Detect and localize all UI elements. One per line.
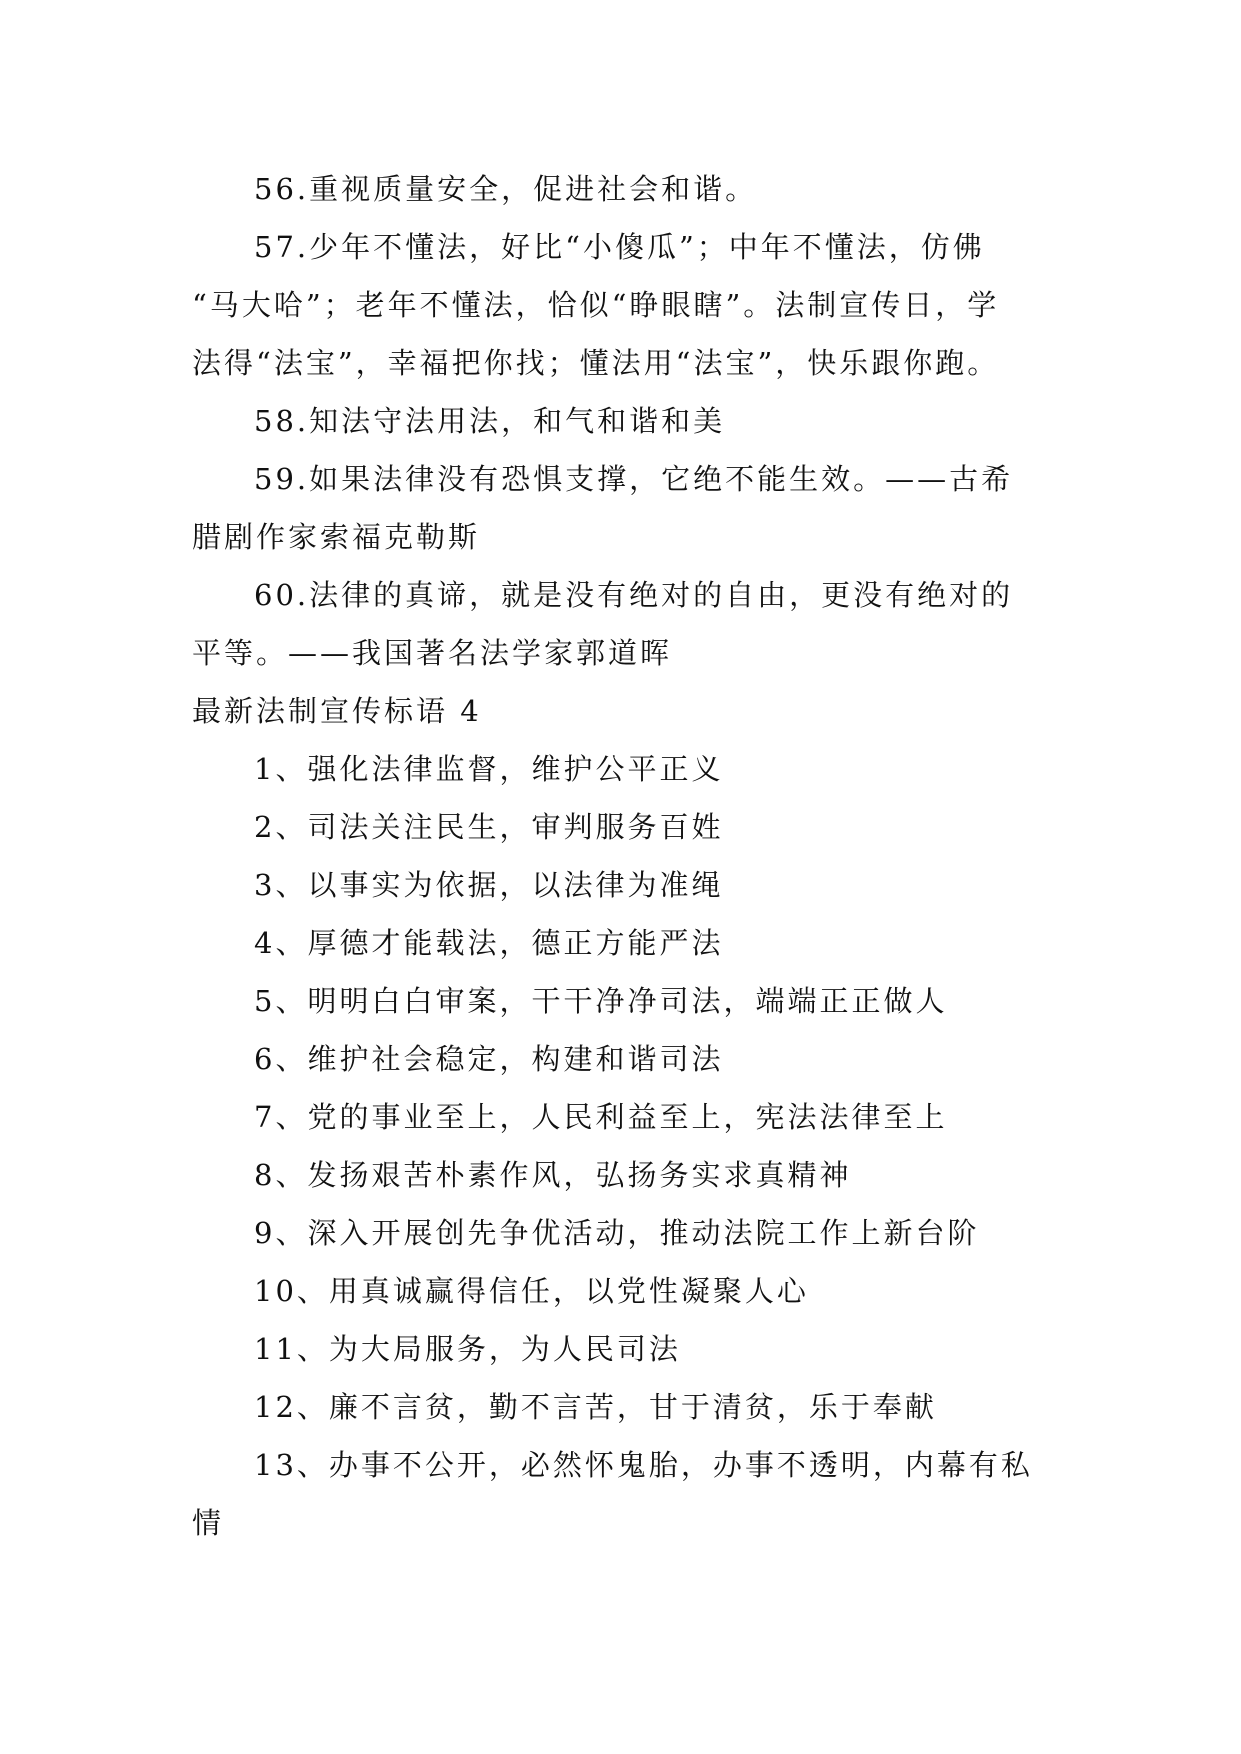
slogan-5: 5、明明白白审案，干干净净司法，端端正正做人 [254,984,948,1018]
slogan-60-line-2: 平等。——我国著名法学家郭道晖 [192,636,673,670]
slogan-13-line-2: 情 [192,1506,225,1540]
slogan-6: 6、维护社会稳定，构建和谐司法 [254,1042,724,1076]
slogan-58: 58.知法守法用法，和气和谐和美 [254,404,726,438]
slogan-57-line-3: 法得“法宝”，幸福把你找；懂法用“法宝”，快乐跟你跑。 [192,346,1000,380]
slogan-57-line-2: “马大哈”；老年不懂法，恰似“睁眼瞎”。法制宣传日，学 [192,288,1000,322]
slogan-10: 10、用真诚赢得信任，以党性凝聚人心 [254,1274,809,1308]
section-heading: 最新法制宣传标语 4 [192,694,482,728]
slogan-8: 8、发扬艰苦朴素作风，弘扬务实求真精神 [254,1158,852,1192]
slogan-3: 3、以事实为依据，以法律为准绳 [254,868,724,902]
slogan-7: 7、党的事业至上，人民利益至上，宪法法律至上 [254,1100,948,1134]
slogan-59-line-2: 腊剧作家索福克勒斯 [192,520,481,554]
slogan-11: 11、为大局服务，为人民司法 [254,1332,681,1366]
document-body [192,160,1052,1552]
slogan-56: 56.重视质量安全，促进社会和谐。 [254,172,758,206]
slogan-2: 2、司法关注民生，审判服务百姓 [254,810,724,844]
slogan-60-line-1: 60.法律的真谛，就是没有绝对的自由，更没有绝对的 [254,578,1014,612]
slogan-59-line-1: 59.如果法律没有恐惧支撑，它绝不能生效。——古希 [254,462,1014,496]
slogan-12: 12、廉不言贫，勤不言苦，甘于清贫，乐于奉献 [254,1390,937,1424]
slogan-4: 4、厚德才能载法，德正方能严法 [254,926,724,960]
slogan-13-line-1: 13、办事不公开，必然怀鬼胎，办事不透明，内幕有私 [254,1448,1033,1482]
slogan-1: 1、强化法律监督，维护公平正义 [254,752,724,786]
slogan-57-line-1: 57.少年不懂法，好比“小傻瓜”；中年不懂法，仿佛 [254,230,985,264]
slogan-9: 9、深入开展创先争优活动，推动法院工作上新台阶 [254,1216,980,1250]
